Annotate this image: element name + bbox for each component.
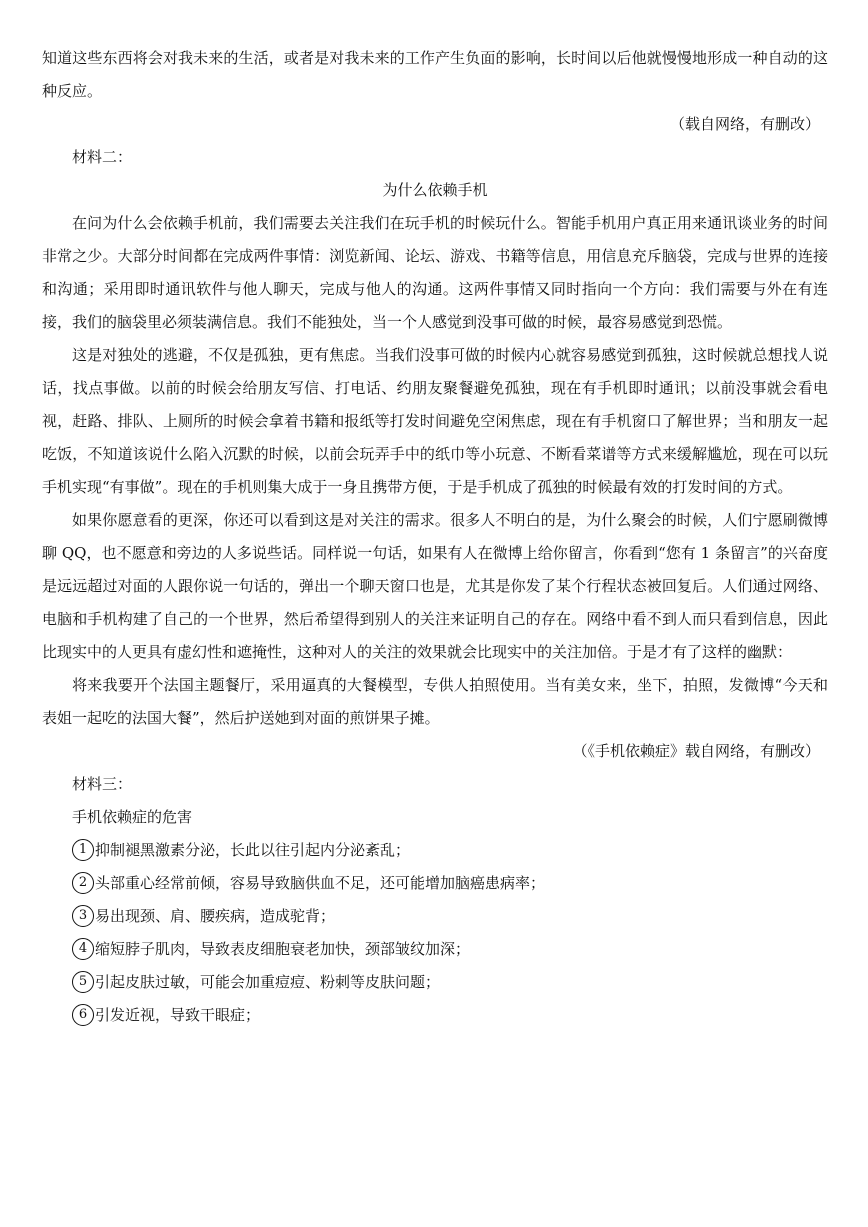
material2-title: 为什么依赖手机	[382, 181, 488, 199]
harm-item	[42, 900, 828, 933]
harm-text: 引发近视，导致干眼症；	[95, 1006, 261, 1024]
harm-item	[42, 966, 828, 999]
harm-text: 引起皮肤过敏，可能会加重痘痘、粉刺等皮肤问题；	[95, 973, 441, 991]
material2-paragraph: 在问为什么会依赖手机前，我们需要去关注我们在玩手机的时候玩什么。智能手机用户真正用来通讯谈业务的时间非常之少。大部分时间都在完成两件事情：浏览新闻、论坛、游戏、书籍等信息，用信息充斥脑袋，完成与世界的连接和沟通；采用即时通讯软件与他人聊天，完成与他人的沟通。这两件事情又同时指向一个方向：我们需要与外在有连接，我们的脑袋里必须装满信息。我们不能独处，当一个人感觉到没事可做的时候，最容易感觉到恐慌。	[42, 214, 828, 331]
harm-text: 易出现颈、肩、腰疾病，造成驼背；	[95, 907, 336, 925]
material1-source: （载自网络，有删改）	[669, 115, 820, 133]
material2-paragraph: 这是对独处的逃避，不仅是孤独，更有焦虑。当我们没事可做的时候内心就容易感觉到孤独，这时候就总想找人说话，找点事做。以前的时候会给朋友写信、打电话、约朋友聚餐避免孤独，现在有手机即时通讯；以前没事就会看电视，赶路、排队、上厕所的时候会拿着书籍和报纸等打发时间避免空闲焦虑，现在有手机窗口了解世界；当和朋友一起吃饭，不知道该说什么陷入沉默的时候，以前会玩弄手中的纸巾等小玩意、不断看菜谱等方式来缓解尴尬，现在可以玩手机实现“有事做”。现在的手机则集大成于一身且携带方便，于是手机成了孤独的时候最有效的打发时间的方式。	[42, 346, 828, 496]
circled-number: 4	[72, 938, 94, 960]
harm-text: 缩短脖子肌肉，导致表皮细胞衰老加快，颈部皱纹加深；	[95, 940, 471, 958]
harm-item	[42, 999, 828, 1032]
material2-paragraph: 将来我要开个法国主题餐厅，采用逼真的大餐模型，专供人拍照使用。当有美女来，坐下，拍照，发微博“今天和表姐一起吃的法国大餐”，然后护送她到对面的煎饼果子摊。	[42, 676, 828, 727]
harm-text: 头部重心经常前倾，容易导致脑供血不足，还可能增加脑癌患病率；	[95, 874, 546, 892]
circled-number: 6	[72, 1004, 94, 1026]
material3-label: 材料三：	[72, 775, 133, 793]
circled-number: 1	[72, 839, 94, 861]
material2-paragraph: 如果你愿意看的更深，你还可以看到这是对关注的需求。很多人不明白的是，为什么聚会的时候，人们宁愿刷微博聊 QQ，也不愿意和旁边的人多说些话。同样说一句话，如果有人在微博上给你留言，你看到“您有 1 条留言”的兴奋度是远远超过对面的人跟你说一句话的，弹出一个聊天窗口也是，尤其是你发了某个行程状态被回复后。人们通过网络、电脑和手机构建了自己的一个世界，然后希望得到别人的关注来证明自己的存在。网络中看不到人而只看到信息，因此比现实中的人更具有虚幻性和遮掩性，这种对人的关注的效果就会比现实中的关注加倍。于是才有了这样的幽默：	[42, 511, 828, 661]
harm-text: 抑制褪黑激素分泌，长此以往引起内分泌紊乱；	[95, 841, 411, 859]
circled-number: 5	[72, 971, 94, 993]
circled-number: 2	[72, 872, 94, 894]
material1-continuation: 知道这些东西将会对我未来的生活，或者是对我未来的工作产生负面的影响，长时间以后他就慢慢地形成一种自动的这种反应。	[42, 49, 828, 100]
circled-number: 3	[72, 905, 94, 927]
material2-label: 材料二：	[72, 148, 133, 166]
harm-item	[42, 933, 828, 966]
material3-subtitle: 手机依赖症的危害	[72, 808, 193, 826]
document-content	[42, 42, 828, 1032]
material2-source: （《手机依赖症》载自网络，有删改）	[572, 742, 820, 760]
harm-item	[42, 867, 828, 900]
harm-item	[42, 834, 828, 867]
